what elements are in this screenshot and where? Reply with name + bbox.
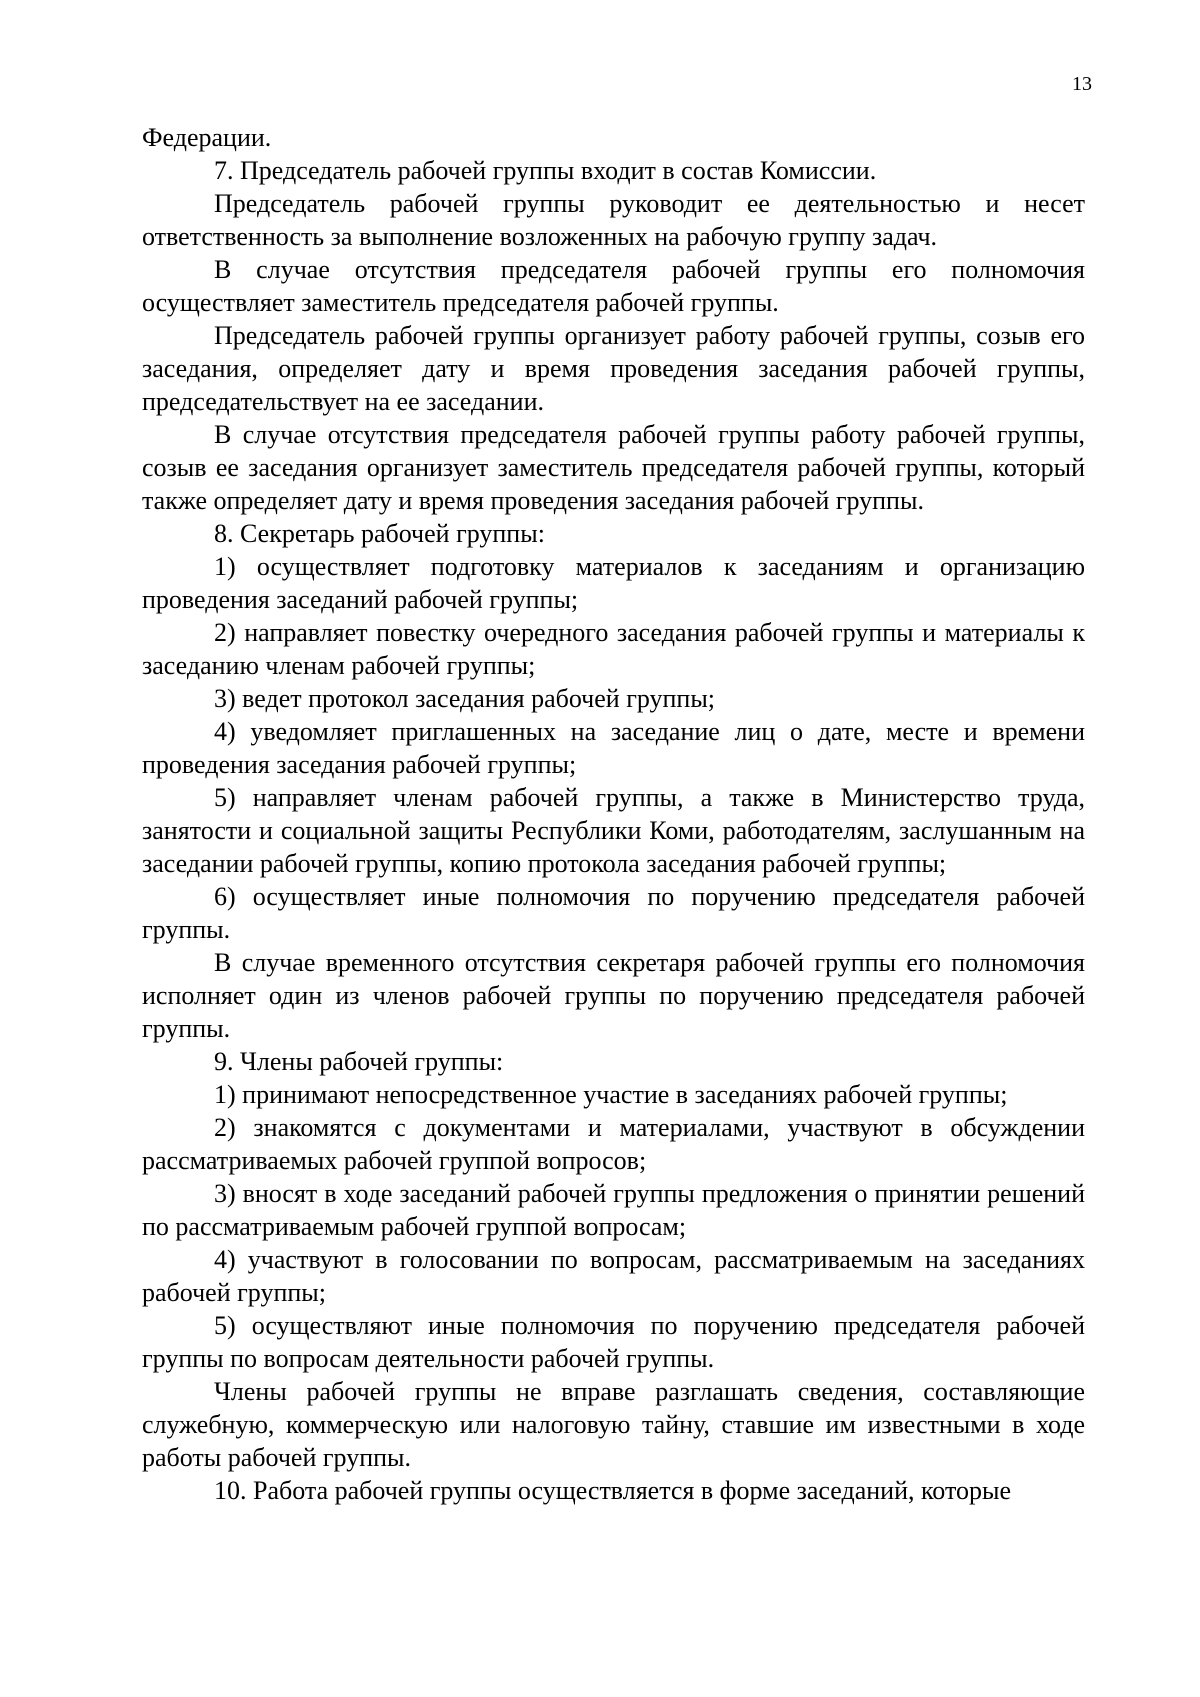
paragraph: 5) направляет членам рабочей группы, а также в Министерство труда, занятости и социальной защиты Республики Коми, работодателям, заслушанным на заседании рабочей группы, копию протокола заседания рабочей группы; [142, 783, 1085, 878]
paragraph: 7. Председатель рабочей группы входит в состав Комиссии. [214, 156, 877, 185]
paragraph: В случае отсутствия председателя рабочей группы его полномочия осуществляет заместитель председателя рабочей группы. [142, 255, 1085, 317]
paragraph: 1) принимают непосредственное участие в заседаниях рабочей группы; [214, 1080, 1008, 1109]
paragraph: В случае временного отсутствия секретаря рабочей группы его полномочия исполняет один из членов рабочей группы по поручению председателя рабочей группы. [142, 948, 1085, 1043]
paragraph: 6) осуществляет иные полномочия по поручению председателя рабочей группы. [142, 882, 1085, 944]
paragraph: 10. Работа рабочей группы осуществляется в форме заседаний, которые [214, 1476, 1011, 1505]
paragraph: 2) направляет повестку очередного заседания рабочей группы и материалы к заседанию членам рабочей группы; [142, 618, 1085, 680]
paragraph: Федерации. [142, 123, 272, 152]
paragraph: Председатель рабочей группы организует работу рабочей группы, созыв его заседания, определяет дату и время проведения заседания рабочей группы, председательствует на ее заседании. [142, 321, 1085, 416]
paragraph: 3) ведет протокол заседания рабочей группы; [214, 684, 716, 713]
paragraph: 8. Секретарь рабочей группы: [214, 519, 545, 548]
paragraph: 4) уведомляет приглашенных на заседание лиц о дате, месте и времени проведения заседания рабочей группы; [142, 717, 1085, 779]
paragraph: 1) осуществляет подготовку материалов к заседаниям и организацию проведения заседаний рабочей группы; [142, 552, 1085, 614]
document-body [142, 121, 1085, 1507]
page-number: 13 [1072, 73, 1092, 95]
paragraph: 2) знакомятся с документами и материалами, участвуют в обсуждении рассматриваемых рабочей группой вопросов; [142, 1113, 1085, 1175]
paragraph: 9. Члены рабочей группы: [214, 1047, 504, 1076]
paragraph: В случае отсутствия председателя рабочей группы работу рабочей группы, созыв ее заседания организует заместитель председателя рабочей группы, который также определяет дату и время проведения заседания рабочей группы. [142, 420, 1085, 515]
paragraph: Члены рабочей группы не вправе разглашать сведения, составляющие служебную, коммерческую или налоговую тайну, ставшие им известными в ходе работы рабочей группы. [142, 1377, 1085, 1472]
paragraph: 3) вносят в ходе заседаний рабочей группы предложения о принятии решений по рассматриваемым рабочей группой вопросам; [142, 1179, 1085, 1241]
paragraph: 4) участвуют в голосовании по вопросам, рассматриваемым на заседаниях рабочей группы; [142, 1245, 1085, 1307]
paragraph: Председатель рабочей группы руководит ее деятельностью и несет ответственность за выполнение возложенных на рабочую группу задач. [142, 189, 1085, 251]
paragraph: 5) осуществляют иные полномочия по поручению председателя рабочей группы по вопросам деятельности рабочей группы. [142, 1311, 1085, 1373]
